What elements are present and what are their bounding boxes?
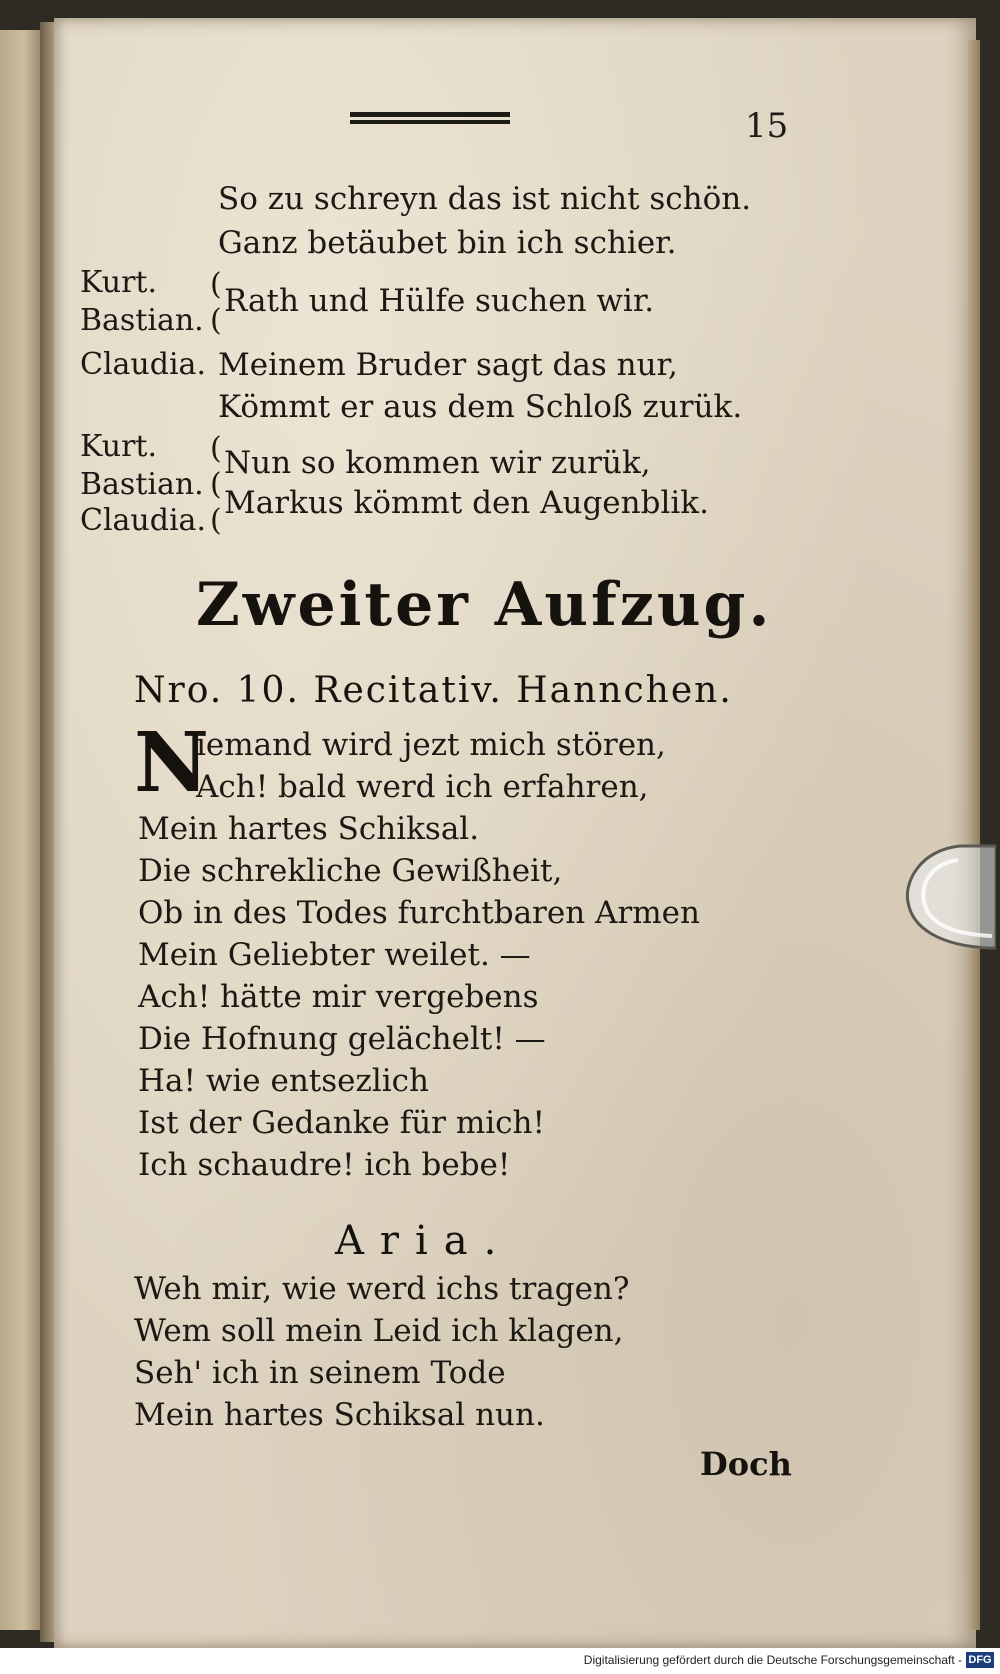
- verse-line: Mein Geliebter weilet. —: [138, 937, 531, 973]
- bracket-mark: (: [210, 267, 222, 302]
- catchword: Doch: [700, 1445, 792, 1483]
- verse-line: Wem soll mein Leid ich klagen,: [134, 1313, 624, 1349]
- footer-credit: Digitalisierung gefördert durch die Deutsche Forschungsgemeinschaft -: [583, 1653, 962, 1667]
- verse-line: Ich schaudre! ich bebe!: [138, 1147, 511, 1183]
- verse-line: Ach! bald werd ich erfahren,: [196, 769, 649, 805]
- number-heading: Nro. 10. Recitativ. Hannchen.: [134, 670, 733, 711]
- page-clip-icon: [900, 842, 996, 954]
- verse-line: Markus kömmt den Augenblik.: [224, 485, 709, 521]
- verse-line: Ha! wie entsezlich: [138, 1063, 429, 1099]
- verse-line: Weh mir, wie werd ichs tragen?: [134, 1271, 630, 1307]
- verse-line: Mein hartes Schiksal.: [138, 811, 480, 847]
- verse-line: Mein hartes Schiksal nun.: [134, 1397, 545, 1433]
- dfg-logo: DFG: [966, 1652, 994, 1668]
- speaker-label: Kurt.: [80, 265, 158, 300]
- facing-page-edge: [0, 30, 40, 1630]
- header-ornament: [350, 112, 510, 128]
- verse-line: Ist der Gedanke für mich!: [138, 1105, 545, 1141]
- book-gutter: [40, 22, 54, 1642]
- bracket-mark: (: [210, 503, 222, 538]
- speaker-label: Bastian.: [80, 467, 204, 502]
- speaker-label: Kurt.: [80, 429, 158, 464]
- verse-line: Die Hofnung gelächelt! —: [138, 1021, 546, 1057]
- verse-line: So zu schreyn das ist nicht schön.: [218, 181, 752, 217]
- speaker-label: Bastian.: [80, 303, 204, 338]
- speaker-label: Claudia.: [80, 347, 206, 382]
- page-number: 15: [745, 106, 789, 146]
- verse-line: Die schrekliche Gewißheit,: [138, 853, 563, 889]
- speaker-label: Claudia.: [80, 503, 206, 538]
- drop-cap: N: [134, 715, 209, 811]
- act-heading: Zweiter Aufzug.: [196, 570, 773, 640]
- verse-line: Rath und Hülfe suchen wir.: [224, 283, 655, 319]
- verse-line: Ob in des Todes furchtbaren Armen: [138, 895, 700, 931]
- verse-line: Nun so kommen wir zurük,: [224, 445, 651, 481]
- verse-line: iemand wird jezt mich stören,: [196, 727, 666, 763]
- verse-line: Kömmt er aus dem Schloß zurük.: [218, 389, 743, 425]
- verse-line: Seh' ich in seinem Tode: [134, 1355, 506, 1391]
- verse-line: Ach! hätte mir vergebens: [138, 979, 539, 1015]
- bracket-mark: (: [210, 431, 222, 466]
- page-edge: [968, 40, 980, 1630]
- bracket-mark: (: [210, 303, 222, 338]
- verse-line: Ganz betäubet bin ich schier.: [218, 225, 677, 261]
- bracket-mark: (: [210, 467, 222, 502]
- verse-line: Meinem Bruder sagt das nur,: [218, 347, 678, 383]
- aria-heading: Aria.: [335, 1218, 513, 1264]
